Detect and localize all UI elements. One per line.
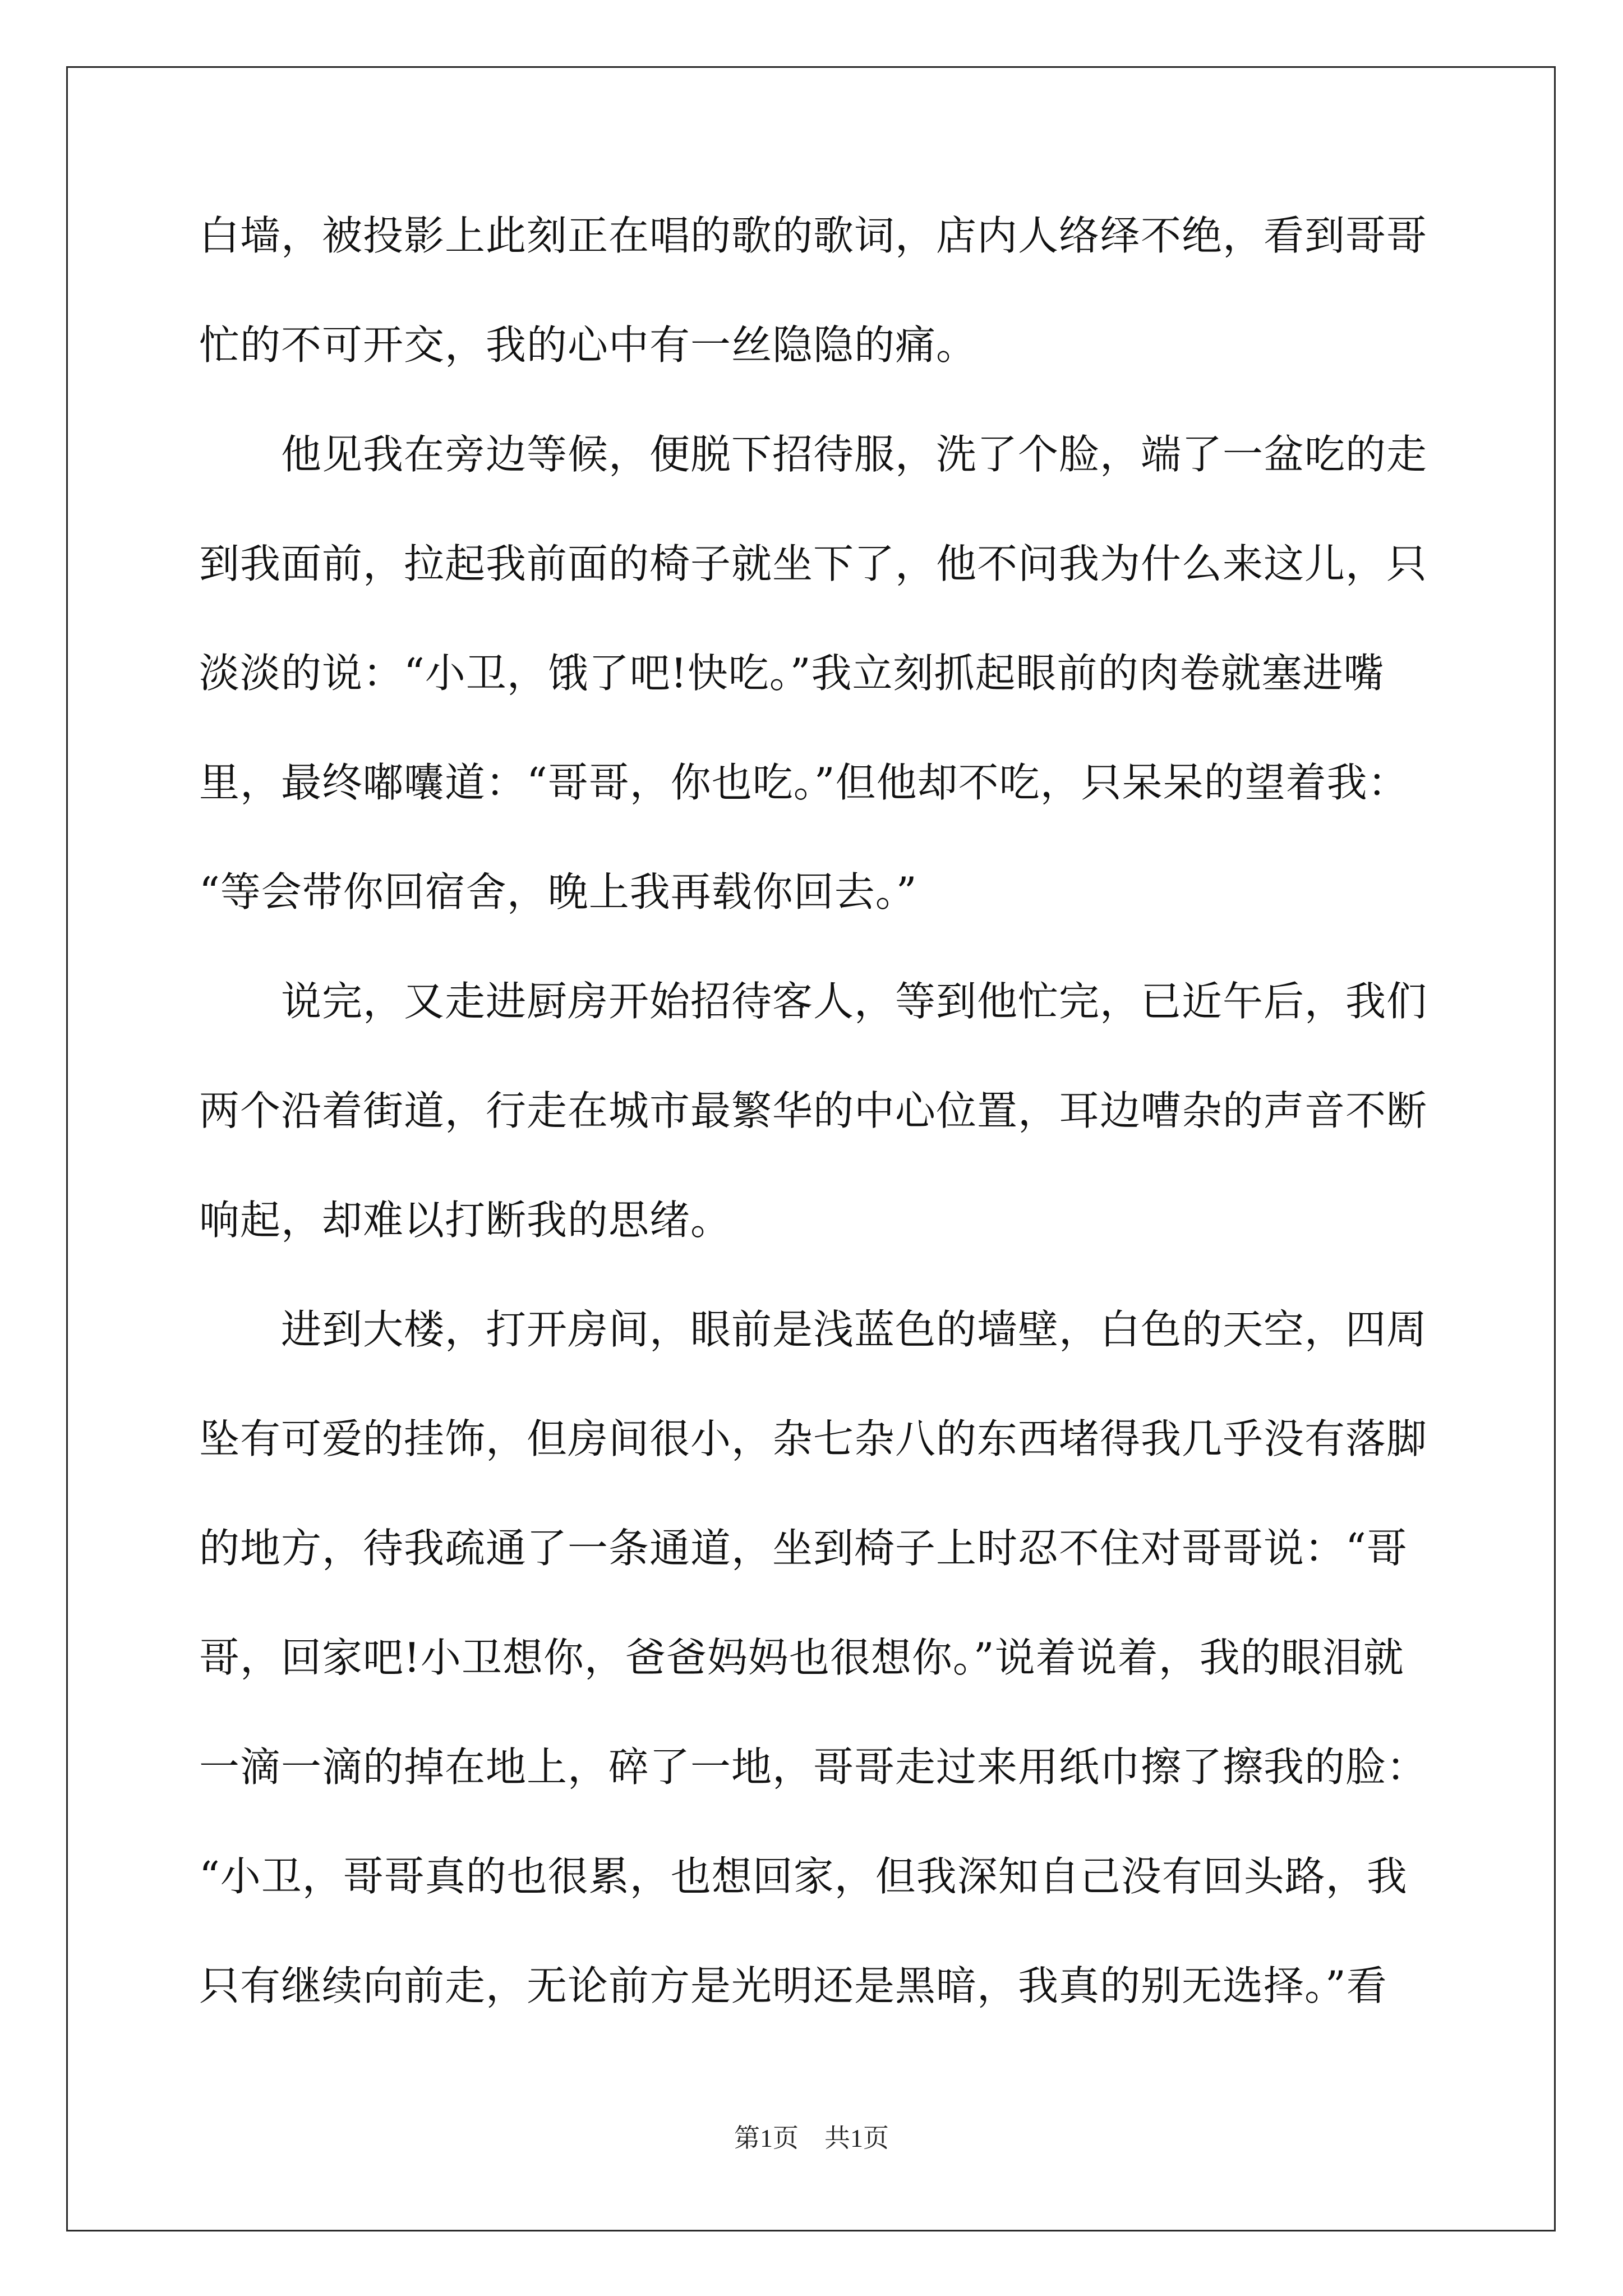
text-line: 忙的不可开交，我的心中有一丝隐隐的痛。 <box>199 321 978 369</box>
text-line: 的地方，待我疏通了一条通道，坐到椅子上时忍不住对哥哥说：“哥 <box>199 1525 1408 1572</box>
page-number: 第1页 共1页 <box>734 2124 889 2152</box>
text-line: 说完，又走进厨房开始招待客人，等到他忙完，已近午后，我们 <box>199 978 1428 1025</box>
text-line: 到我面前，拉起我前面的椅子就坐下了，他不问我为什么来这儿，只 <box>199 540 1428 587</box>
text-line: 响起，却难以打断我的思绪。 <box>199 1197 732 1244</box>
text-line: 进到大楼，打开房间，眼前是浅蓝色的墙壁，白色的天空，四周 <box>199 1306 1428 1353</box>
text-line: 一滴一滴的掉在地上，碎了一地，哥哥走过来用纸巾擦了擦我的脸： <box>199 1743 1428 1791</box>
text-line: 里，最终嘟囔道：“哥哥，你也吃。”但他却不吃，只呆呆的望着我： <box>199 759 1409 806</box>
text-line: “等会带你回宿舍，晚上我再载你回去。” <box>199 868 917 915</box>
text-line: “小卫，哥哥真的也很累，也想回家，但我深知自己没有回头路，我 <box>199 1853 1408 1900</box>
text-line: 哥，回家吧!小卫想你，爸爸妈妈也很想你。”说着说着，我的眼泪就 <box>199 1634 1404 1681</box>
text-line: 白墙，被投影上此刻正在唱的歌的歌词，店内人络绎不绝，看到哥哥 <box>199 212 1428 259</box>
text-line: 他见我在旁边等候，便脱下招待服，洗了个脸，端了一盆吃的走 <box>199 431 1428 478</box>
text-line: 只有继续向前走，无论前方是光明还是黑暗，我真的别无选择。”看 <box>199 1962 1387 2009</box>
document-body <box>199 208 1433 2067</box>
text-line: 坠有可爱的挂饰，但房间很小，杂七杂八的东西堵得我几乎没有落脚 <box>199 1415 1428 1462</box>
text-line: 淡淡的说：“小卫，饿了吧!快吃。”我立刻抓起眼前的肉卷就塞进嘴 <box>199 650 1385 697</box>
text-line: 两个沿着街道，行走在城市最繁华的中心位置，耳边嘈杂的声音不断 <box>199 1087 1428 1134</box>
